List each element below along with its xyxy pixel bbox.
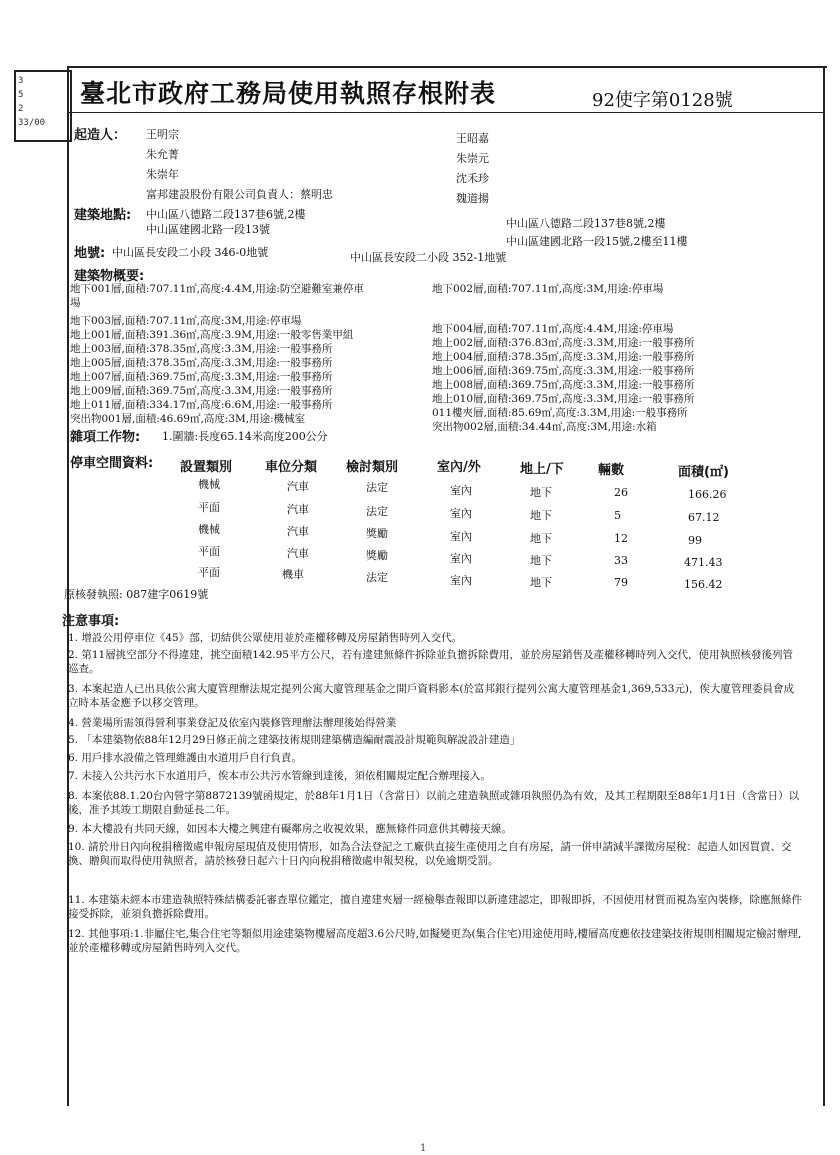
builder-name: 朱允菁 (146, 148, 179, 161)
frame-right-border (823, 66, 825, 1106)
parking-header: 室內/外 (437, 460, 481, 475)
parking-cell: 33 (614, 554, 628, 567)
parking-header: 設置類別 (180, 460, 233, 475)
floor-entry: 突出物001層,面積:46.69㎡,高度:3M,用途:機械室 (70, 413, 306, 425)
floor-entry: 地上011層,面積:334.17㎡,高度:6.6M,用途:一般事務所 (70, 399, 333, 411)
parking-cell: 471.43 (684, 556, 723, 569)
parking-cell: 26 (614, 486, 628, 499)
parking-cell: 獎勵 (366, 549, 388, 562)
note-item: 1. 增設公用停車位《45》部，切結供公眾使用並於產權移轉及房屋銷售時列入交代。 (68, 632, 463, 644)
floor-entry: 011樓夾層,面積:85.69㎡,高度:3.3M,用途:一般事務所 (432, 407, 688, 419)
parking-cell: 汽車 (287, 480, 309, 493)
misc-value: 1.圍牆:長度65.14米高度200公分 (162, 430, 328, 443)
builder-name: 王明宗 (146, 128, 179, 141)
parking-cell: 5 (614, 509, 621, 522)
parking-cell: 室內 (450, 484, 472, 497)
lot-label: 地號: (74, 246, 106, 261)
parking-cell: 156.42 (684, 578, 723, 591)
parking-cell: 12 (614, 532, 628, 545)
floor-entry: 地上007層,面積:369.75㎡,高度:3.3M,用途:一般事務所 (70, 371, 333, 383)
original-permit: 原核發執照: 087建字0619號 (64, 588, 209, 601)
note-item: 10. 請於卅日內向稅捐稽徵處申報房屋現值及使用情形，如為合法登記之工廠供直接生產使用之自有房屋，請一併申請減半課徵房屋稅：起造人如因買賣、交換、贈與而取得使用執照者，請於核發日起六十日內向稅捐稽徵處申報契稅，以免逾期受罰。 (68, 841, 792, 867)
parking-cell: 室內 (450, 552, 472, 565)
floor-entry: 突出物002層,面積:34.44㎡,高度:3M,用途:水箱 (432, 421, 657, 433)
parking-cell: 67.12 (688, 511, 720, 524)
parking-cell: 汽車 (287, 503, 309, 516)
floor-entry: 地上004層,面積:378.35㎡,高度:3.3M,用途:一般事務所 (432, 351, 695, 363)
parking-cell: 79 (614, 576, 628, 589)
builders-label: 起造人： (74, 128, 127, 143)
parking-header: 面積(㎡) (678, 465, 729, 480)
stamp-line: 5 (18, 90, 24, 100)
floor-entry: 地上009層,面積:369.75㎡,高度:3.3M,用途:一般事務所 (70, 385, 333, 397)
floor-entry: 地上010層,面積:369.75㎡,高度:3.3M,用途:一般事務所 (432, 393, 695, 405)
site-address: 中山區八德路二段137巷8號,2樓 (506, 217, 666, 230)
parking-header: 車位分類 (265, 460, 318, 475)
builder-name: 朱崇年 (146, 168, 179, 181)
parking-label: 停車空間資料: (70, 456, 154, 471)
lot-number: 中山區長安段二小段 346-0地號 (112, 246, 269, 259)
parking-cell: 地下 (530, 486, 552, 499)
parking-header: 地上/下 (520, 462, 564, 477)
parking-header: 輛數 (598, 463, 625, 478)
overview-label: 建築物概要: (74, 269, 145, 284)
misc-label: 雜項工作物: (70, 430, 141, 445)
parking-cell: 汽車 (287, 525, 309, 538)
notes-label: 注意事項: (62, 614, 120, 629)
stamp-line: 2 (18, 104, 24, 114)
builder-name: 朱崇元 (456, 152, 489, 165)
note-item: 2. 第11層挑空部分不得違建，挑空面積142.95平方公尺，若有違建無條件拆除並負擔拆除費用，並於房屋銷售及產權移轉時列入交代，使用執照核發後列管巡查。 (68, 649, 793, 675)
parking-cell: 99 (688, 534, 702, 547)
builder-name: 王昭嘉 (456, 132, 489, 145)
title-divider (68, 112, 823, 113)
note-item: 5. 「本建築物依88年12月29日修正前之建築技術規則建築構造編耐震設計規範與解說設計建造」 (68, 734, 521, 746)
note-item: 11. 本建築未經本市建造執照特殊結構委託審查單位鑑定，擅自違建夾層一經檢舉查報即以新違建認定，即報即拆，不因使用材質而視為室內裝修，除應無條件接受拆除，並須負擔拆除費用。 (68, 894, 803, 920)
floor-entry: 地上008層,面積:369.75㎡,高度:3.3M,用途:一般事務所 (432, 379, 695, 391)
parking-cell: 平面 (198, 545, 220, 558)
site-address: 中山區八德路二段137巷6號,2樓 (146, 208, 306, 221)
site-address: 中山區建國北路一段15號,2樓至11樓 (506, 235, 688, 248)
site-address: 中山區建國北路一段13號 (146, 223, 270, 236)
archive-stamp (14, 70, 72, 142)
floor-entry: 地上005層,面積:378.35㎡,高度:3.3M,用途:一般事務所 (70, 357, 333, 369)
builder-name: 富邦建設股份有限公司負責人：蔡明忠 (146, 188, 333, 201)
lot-number: 中山區長安段二小段 352-1地號 (350, 251, 507, 264)
parking-cell: 地下 (530, 509, 552, 522)
floor-entry: 地下003層,面積:707.11㎡,高度:3M,用途:停車場 (70, 315, 302, 327)
floor-entry: 地上001層,面積:391.36㎡,高度:3.9M,用途:一般零售業甲組 (70, 329, 354, 341)
note-item: 4. 營業場所需領得營利事業登記及依室內裝修管理辦法辦理後始得營業 (68, 717, 397, 729)
stamp-line: 33/00 (18, 118, 46, 128)
site-label: 建築地點: (74, 208, 132, 223)
floor-entry: 地下001層,面積:707.11㎡,高度:4.4M,用途:防空避難室兼停車 (70, 283, 364, 295)
parking-cell: 地下 (530, 554, 552, 567)
parking-cell: 機械 (198, 478, 220, 491)
parking-cell: 汽車 (287, 547, 309, 560)
floor-entry: 地上003層,面積:378.35㎡,高度:3.3M,用途:一般事務所 (70, 343, 333, 355)
note-item: 8. 本案依88.1.20台內營字第8872139號函規定，於88年1月1日（含當日）以前之建造執照或雜項執照仍為有效，及其工程期限至88年1月1日（含當日）以後，准予其竣工期限自動延長二年。 (68, 790, 800, 816)
parking-cell: 法定 (366, 481, 388, 494)
parking-cell: 機械 (198, 523, 220, 536)
parking-cell: 地下 (530, 576, 552, 589)
document-title: 臺北市政府工務局使用執照存根附表 (80, 79, 497, 108)
parking-cell: 地下 (530, 532, 552, 545)
permit-number: 92使字第0128號 (592, 90, 733, 111)
parking-cell: 法定 (366, 571, 388, 584)
parking-cell: 平面 (198, 566, 220, 579)
note-item: 3. 本案起造人已出具依公寓大廈管理辦法規定提列公寓大廈管理基金之開戶資料影本(於富邦銀行提列公寓大廈管理基金1,369,533元)，俟大廈管理委員會成立時本基金應予以移交管理。 (68, 683, 794, 709)
floor-entry: 地下004層,面積:707.11㎡,高度:4.4M,用途:停車場 (432, 323, 674, 335)
floor-entry: 地上006層,面積:369.75㎡,高度:3.3M,用途:一般事務所 (432, 365, 695, 377)
parking-cell: 平面 (198, 501, 220, 514)
parking-cell: 166.26 (688, 488, 727, 501)
note-item: 12. 其他事項:1.非屬住宅,集合住宅等類似用途建築物樓層高度超3.6公尺時,如擬變更為(集合住宅)用途使用時,樓層高度應依技建築技術規則相關規定檢討辦理,並於產權移轉或房屋銷售時列入交代。 (68, 928, 802, 954)
parking-cell: 室內 (450, 530, 472, 543)
note-item: 7. 未接入公共污水下水道用戶，俟本市公共污水管線到達後，須依相關規定配合辦理接入。 (68, 770, 491, 782)
parking-cell: 室內 (450, 574, 472, 587)
floor-entry: 地下002層,面積:707.11㎡,高度:3M,用途:停車場 (432, 283, 664, 295)
parking-cell: 機車 (282, 568, 304, 581)
floor-entry: 地上002層,面積:376.83㎡,高度:3.3M,用途:一般事務所 (432, 337, 695, 349)
floor-entry: 場 (70, 297, 81, 309)
parking-header: 檢討類別 (346, 460, 399, 475)
parking-cell: 獎勵 (366, 527, 388, 540)
parking-cell: 室內 (450, 507, 472, 520)
page-number: 1 (420, 1143, 427, 1154)
stamp-line: 3 (18, 76, 24, 86)
note-item: 9. 本大樓設有共同天線，如因本大樓之興建有礙鄰房之收視效果，應無條件同意供其轉接天線。 (68, 823, 512, 835)
parking-cell: 法定 (366, 505, 388, 518)
frame-top-border (67, 66, 827, 68)
note-item: 6. 用戶排水設備之管理維護由水道用戶自行負責。 (68, 752, 302, 764)
builder-name: 沈禾珍 (456, 172, 489, 185)
builder-name: 魏道揚 (456, 192, 489, 205)
